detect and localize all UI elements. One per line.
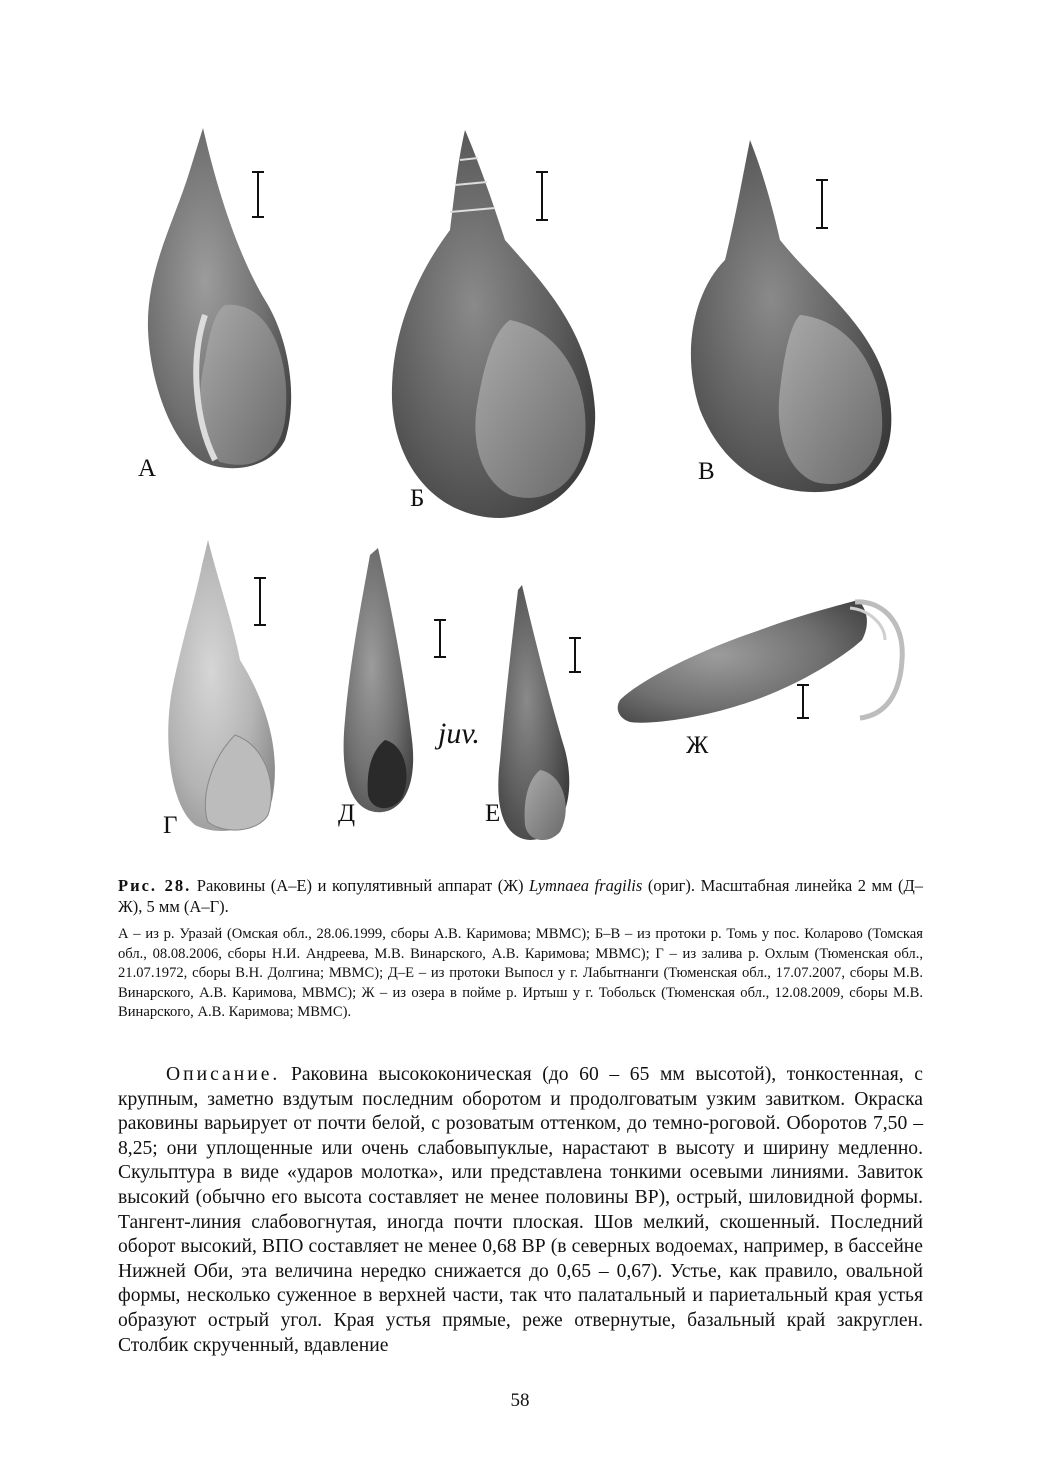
scale-bar-g <box>254 578 266 625</box>
label-v: В <box>698 458 715 485</box>
copulatory-apparatus <box>618 600 903 723</box>
label-b: Б <box>410 485 425 512</box>
description-lead: Описание. <box>166 1064 281 1085</box>
label-zh: Ж <box>686 732 709 759</box>
description-body: Раковина высококоническая (до 60 – 65 мм высотой), тонкостенная, с крупным, заметно вздутым последним оборотом и продолговатым узким завитком. Окраска раковины варьирует от почти белой, с розоватым оттенком, до темно-роговой. Оборотов 7,50 – 8,25; они уплощенные или очень слабовыпуклые, нарастают в высоту и ширину медленно. Скульптура в виде «ударов молотка», или представлена тонкими осевыми линиями. Завиток высокий (обычно его высота составляет не менее половины ВР), острый, шиловидной формы. Тангент-линия слабовогнутая, иногда почти плоская. Шов мелкий, скошенный. Последний оборот высокий, ВПО составляет не менее 0,68 ВР (в северных водоемах, например, в бассейне Нижней Оби, эта величина нередко снижается до 0,65 – 0,67). Устье, как правило, овальной формы, несколько суженное в верхней части, так что палатальный и париетальный края устья образуют острый угол. Края устья прямые, реже отвернутые, базальный край закруглен. Столбик скрученный, вдавление <box>118 1064 923 1356</box>
label-d: Д <box>338 800 356 827</box>
shell-e <box>498 585 569 840</box>
scale-bar-d <box>434 620 446 657</box>
caption-text-after: (ориг). Масштабная линейка 2 мм (Д–Ж), 5 мм (А–Г). <box>118 876 923 916</box>
shell-b <box>392 130 595 518</box>
shell-a <box>148 128 291 468</box>
scale-bar-e <box>569 638 581 672</box>
page-number: 58 <box>510 1390 530 1411</box>
shell-g <box>168 540 275 831</box>
species-name: Lymnaea fragilis <box>529 876 643 895</box>
caption-details: А – из р. Уразай (Омская обл., 28.06.1999, сборы А.В. Каримова; МВМС); Б–В – из протоки р. Томь у пос. Коларово (Томская обл., 08.08.2006, сборы Н.И. Андреева, М.В. Винарского, А.В. Каримова; МВМС); Г – из залива р. Охлым (Тюменская обл., 21.07.1972, сборы В.Н. Долгина; МВМС); Д–Е – из протоки Выпосл у г. Лабытнанги (Тюменская обл., 17.07.2007, сборы М.В. Винарского, А.В. Каримова, МВМС); Ж – из озера в пойме р. Иртыш у г. Тобольск (Тюменская обл., 12.08.2009, сборы М.В. Винарского, А.В. Каримова; МВМС). <box>118 926 923 1021</box>
scale-bar-v <box>816 180 828 228</box>
shell-d <box>344 548 414 812</box>
scale-bar-a <box>252 172 264 217</box>
figure-number: Рис. 28. <box>118 876 192 895</box>
caption-text-before: Раковины (А–Е) и копулятивный аппарат (Ж) <box>191 876 530 895</box>
scale-bar-b <box>536 172 548 220</box>
figure-caption <box>118 875 923 917</box>
label-a: А <box>138 455 157 482</box>
description-text <box>118 1063 923 1358</box>
scale-bar-zh <box>797 685 809 718</box>
shell-v <box>691 140 891 492</box>
label-e: Е <box>485 800 501 827</box>
label-g: Г <box>163 812 178 839</box>
juv-label: juv. <box>438 717 480 750</box>
